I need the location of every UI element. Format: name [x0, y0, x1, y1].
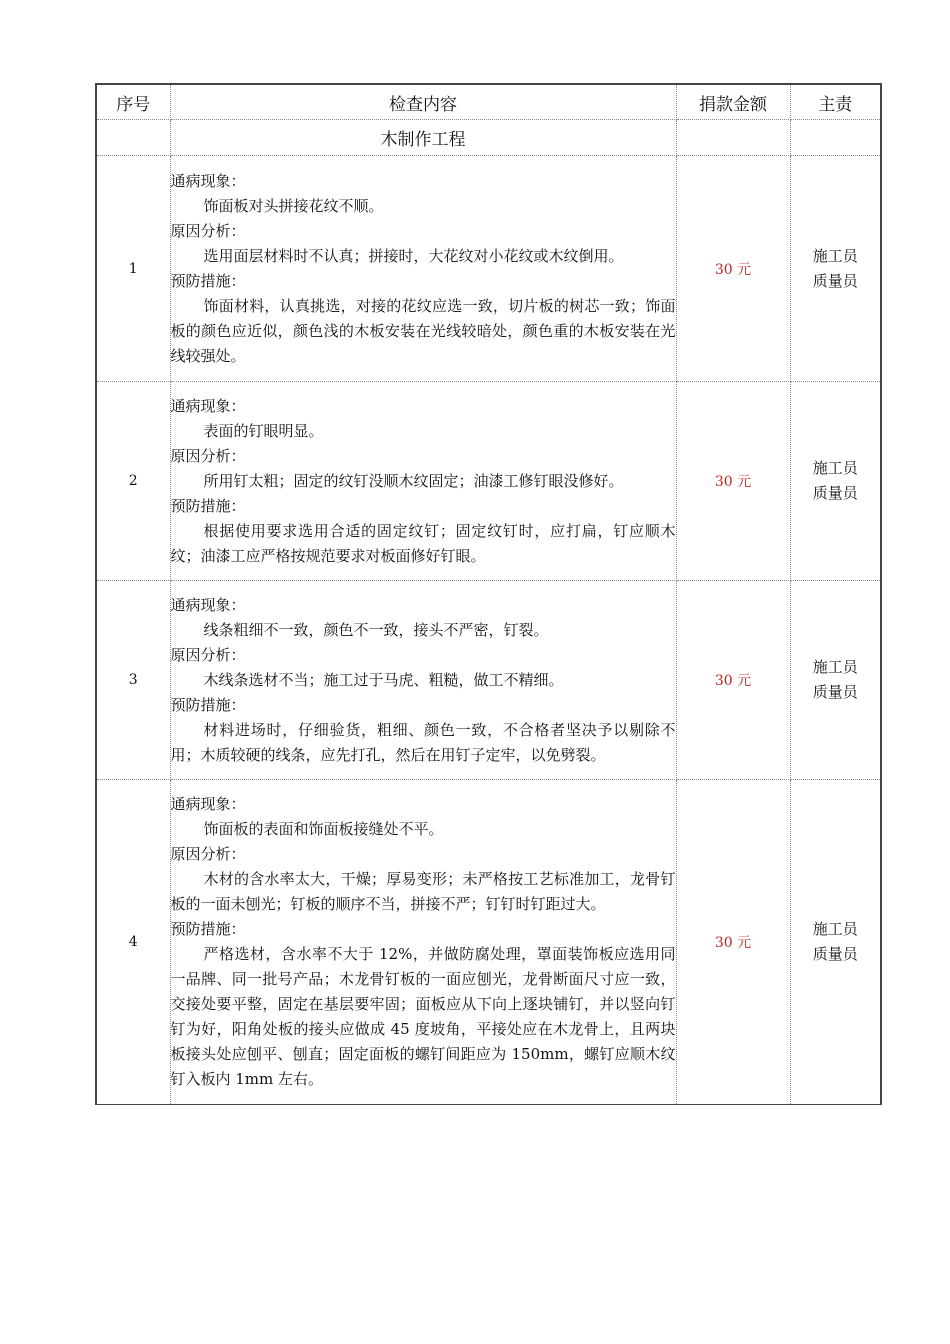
prevent-text: 严格选材，含水率不大于 12%，并做防腐处理，罩面装饰板应选用同一品牌、同一批号产品；木龙骨钉板的一面应刨光，龙骨断面尺寸应一致，交接处要平整，固定在基层要牢固；面板应从下向上逐块铺钉，并以竖向钉钉为好，阳角处板的接头应做成 45 度坡角，平接处应在木龙骨上，且两块板接头处应刨平、刨直；固定面板的螺钉间距应为 150mm，螺钉应顺木纹钉入板内 1mm 左右。 [170, 945, 676, 1088]
symptom-label: 通病现象： [170, 795, 246, 813]
owner-2: 质量员 [812, 683, 858, 701]
cause-text: 所用钉太粗；固定的纹钉没顺木纹固定；油漆工修钉眼没修好。 [203, 471, 624, 490]
owner-1: 施工员 [812, 459, 858, 477]
prevent-text: 根据使用要求选用合适的固定纹钉；固定纹钉时，应打扁，钉应顺木纹；油漆工应严格按规范要求对板面修好钉眼。 [170, 521, 676, 565]
cause-text: 木线条选材不当；施工过于马虎、粗糙，做工不精细。 [203, 670, 564, 689]
row-number: 3 [96, 581, 170, 780]
amount-value: 30 元 [676, 156, 790, 382]
row-number: 1 [96, 156, 170, 382]
symptom-text: 线条粗细不一致，颜色不一致，接头不严密，钉裂。 [203, 620, 549, 639]
symptom-label: 通病现象： [170, 396, 246, 415]
row-content [170, 780, 676, 1105]
cause-label: 原因分析： [170, 845, 246, 863]
owner-cell [790, 581, 881, 780]
owner-1: 施工员 [812, 246, 858, 265]
owner-2: 质量员 [812, 484, 858, 502]
prevent-label: 预防措施： [170, 920, 246, 938]
row-content [170, 382, 676, 581]
owner-2: 质量员 [812, 271, 858, 290]
owner-1: 施工员 [812, 920, 858, 938]
table-header-row [96, 84, 881, 120]
amount-value: 30 元 [676, 780, 790, 1105]
cause-label: 原因分析： [170, 446, 246, 465]
prevent-label: 预防措施： [170, 496, 246, 515]
row-content [170, 156, 676, 382]
owner-1: 施工员 [812, 658, 858, 676]
amount-value: 30 元 [676, 382, 790, 581]
row-number: 4 [96, 780, 170, 1105]
owner-cell [790, 156, 881, 382]
symptom-text: 饰面板对头拼接花纹不顺。 [203, 196, 384, 215]
inspection-table [95, 83, 882, 1105]
section-row [96, 120, 881, 156]
prevent-text: 材料进场时，仔细验货，粗细、颜色一致，不合格者坚决予以剔除不用；木质较硬的线条，应先打孔，然后在用钉子定牢，以免劈裂。 [170, 720, 676, 764]
row-content [170, 581, 676, 780]
header-amount: 捐款金额 [676, 84, 790, 120]
row-number: 2 [96, 382, 170, 581]
prevent-text: 饰面材料，认真挑选，对接的花纹应选一致，切片板的树芯一致；饰面板的颜色应近似，颜色浅的木板安装在光线较暗处，颜色重的木板安装在光线较强处。 [170, 296, 676, 365]
owner-cell [790, 382, 881, 581]
table-row [96, 780, 881, 1105]
owner-cell [790, 780, 881, 1105]
header-no: 序号 [96, 84, 170, 120]
symptom-label: 通病现象： [170, 595, 246, 614]
cause-text: 木材的含水率太大，干燥；厚易变形；未严格按工艺标准加工，龙骨钉板的一面未刨光；钉板的顺序不当，拼接不严；钉钉时钉距过大。 [170, 870, 676, 913]
owner-2: 质量员 [812, 945, 858, 963]
table-row [96, 581, 881, 780]
amount-value: 30 元 [676, 581, 790, 780]
header-content: 检查内容 [170, 84, 676, 120]
symptom-label: 通病现象： [170, 171, 246, 190]
prevent-label: 预防措施： [170, 695, 246, 714]
section-title: 木制作工程 [170, 120, 676, 156]
prevent-label: 预防措施： [170, 271, 246, 290]
cause-text: 选用面层材料时不认真；拼接时，大花纹对小花纹或木纹倒用。 [203, 246, 624, 265]
table-row [96, 382, 881, 581]
symptom-text: 饰面板的表面和饰面板接缝处不平。 [203, 820, 444, 838]
table-row [96, 156, 881, 382]
header-owner: 主责 [790, 84, 881, 120]
cause-label: 原因分析： [170, 645, 246, 664]
cause-label: 原因分析： [170, 221, 246, 240]
symptom-text: 表面的钉眼明显。 [203, 421, 324, 440]
